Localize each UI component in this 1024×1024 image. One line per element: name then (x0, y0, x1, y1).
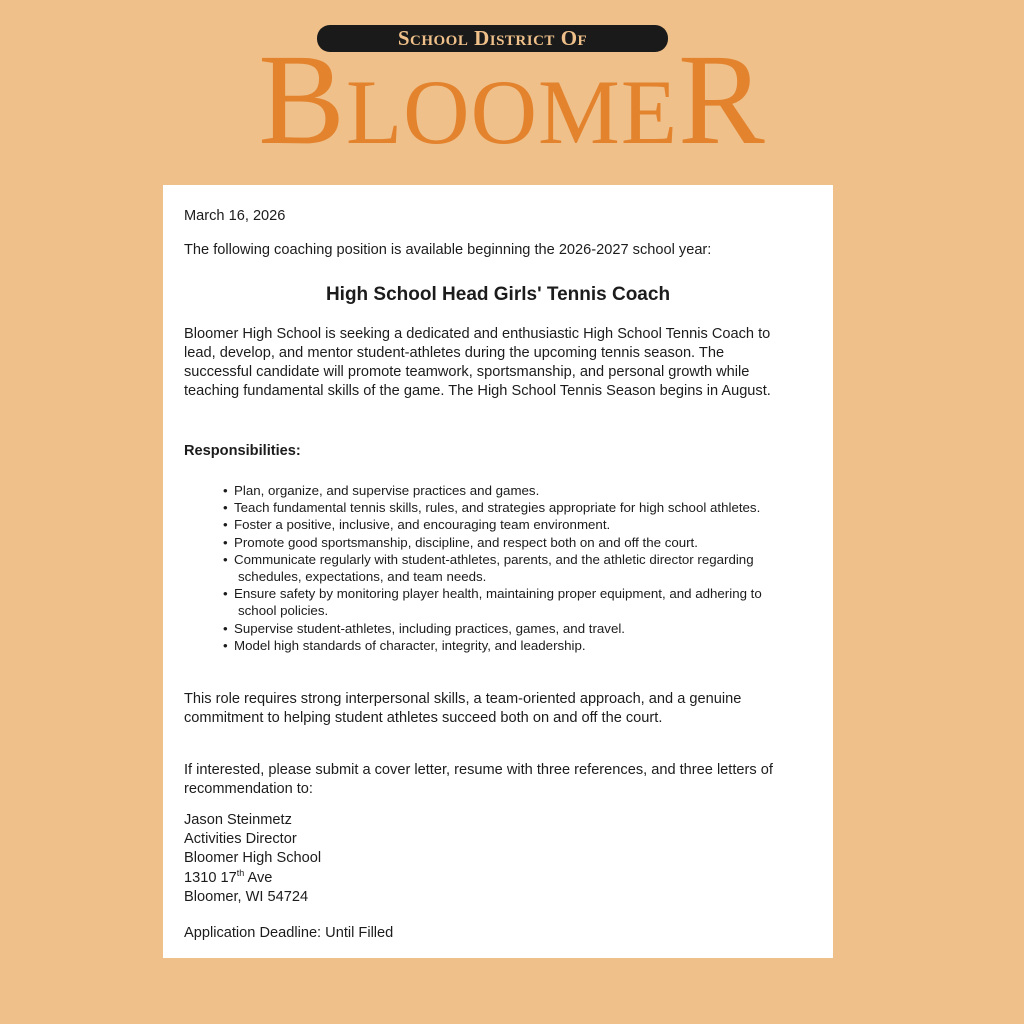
responsibilities-heading: Responsibilities: (184, 443, 301, 459)
district-logo (0, 0, 1024, 170)
logo-top-line: School District Of (317, 25, 668, 52)
contact-role: Activities Director (184, 831, 297, 848)
submission-instructions: If interested, please submit a cover letter, resume with three references, and three letters of recommendation to: (184, 762, 773, 797)
responsibilities-list (223, 482, 783, 654)
contact-street: 1310 17th Ave (184, 867, 273, 886)
list-item: • Promote good sportsmanship, discipline, and respect both on and off the court. (223, 534, 783, 551)
contact-school: Bloomer High School (184, 850, 322, 867)
list-item: • Ensure safety by monitoring player health, maintaining proper equipment, and adhering to school policies. (223, 585, 783, 619)
list-item: • Communicate regularly with student-athletes, parents, and the athletic director regarding schedules, expectations, and team needs. (223, 551, 783, 585)
list-item: • Plan, organize, and supervise practices and games. (223, 482, 783, 499)
application-deadline: Application Deadline: Until Filled (184, 925, 394, 941)
job-posting-document (163, 185, 833, 958)
list-item: • Model high standards of character, integrity, and leadership. (223, 637, 783, 654)
position-description: Bloomer High School is seeking a dedicated and enthusiastic High School Tennis Coach to lead, develop, and mentor student-athletes during the upcoming tennis season. The successful candidate will promote teamwork, sportsmanship, and personal growth while teaching fundamental skills of the game. The High School Tennis Season begins in August. (184, 326, 771, 399)
list-item: • Foster a positive, inclusive, and encouraging team environment. (223, 516, 783, 533)
intro-text: The following coaching position is available beginning the 2026-2027 school year: (184, 242, 712, 258)
list-item: • Teach fundamental tennis skills, rules, and strategies appropriate for high school athletes. (223, 499, 783, 516)
logo-name: BLOOMER (258, 28, 766, 172)
list-item: • Supervise student-athletes, including practices, games, and travel. (223, 620, 783, 637)
contact-city: Bloomer, WI 54724 (184, 888, 309, 905)
contact-name: Jason Steinmetz (184, 812, 292, 828)
closing-paragraph: This role requires strong interpersonal skills, a team-oriented approach, and a genuine commitment to helping student athletes succeed both on and off the court. (184, 691, 742, 726)
posting-date: March 16, 2026 (184, 208, 286, 224)
position-title: High School Head Girls' Tennis Coach (325, 284, 671, 305)
contact-block (184, 811, 321, 907)
